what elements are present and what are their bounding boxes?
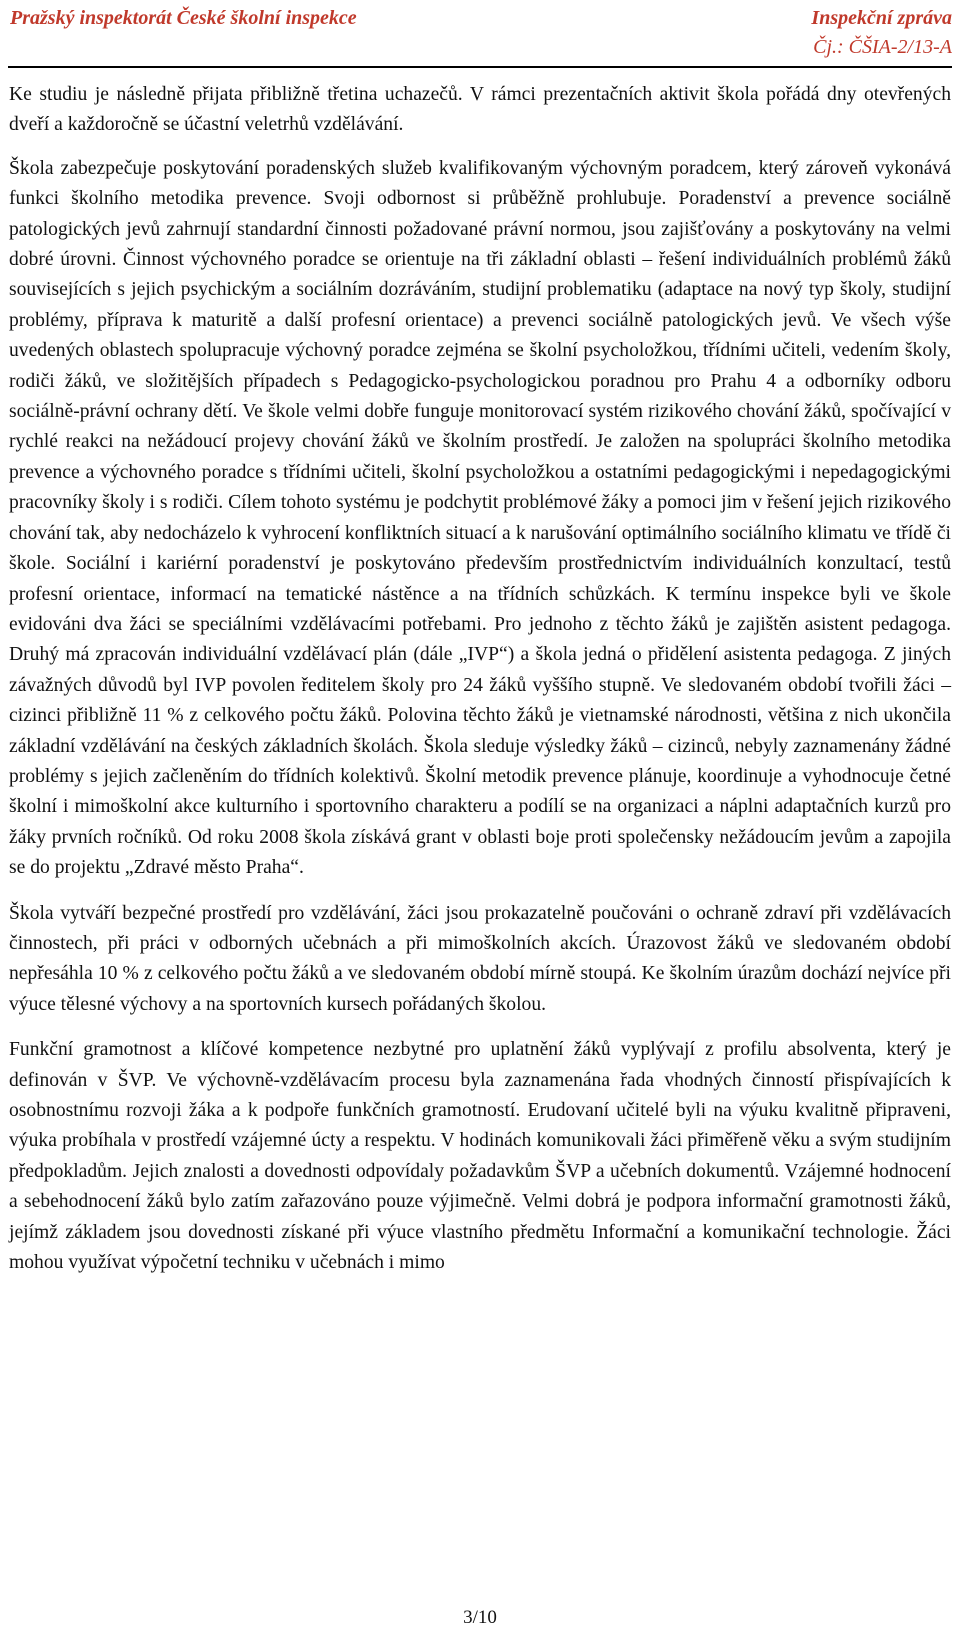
paragraph-literacy: Funkční gramotnost a klíčové kompetence nezbytné pro uplatnění žáků vyplývají z profilu absolventa, který je definován v ŠVP. Ve výchovně-vzdělávacím procesu byla zaznamenána řada vhodných činností přispívajících k osobnostnímu rozvoji žáka a k podpoře funkčních gramotností. Erudovaní učitelé byli na výuku kvalitně připraveni, výuka probíhala v prostředí vzájemné úcty a respektu. V hodinách komunikovali žáci přiměřeně věku a svým studijním předpokladům. Jejich znalosti a dovednosti odpovídaly požadavkům ŠVP a učebních dokumentů. Vzájemné hodnocení a sebehodnocení žáků bylo zatím zařazováno pouze výjimečně. Velmi dobrá je podpora informační gramotnosti žáků, jejímž základem jsou dovednosti získané při výuce vlastního předmětu Informační a komunikační technologie. Žáci mohou využívat výpočetní techniku v učebnách i mimo — [9, 1039, 951, 1274]
header-reference-number: Čj.: ČŠIA-2/13-A — [813, 36, 952, 58]
header-divider — [8, 66, 952, 68]
header-institution: Pražský inspektorát České školní inspekce — [10, 7, 357, 29]
page-number: 3/10 — [463, 1607, 497, 1628]
paragraph-safety: Škola vytváří bezpečné prostředí pro vzdělávání, žáci jsou prokazatelně poučováni o ochraně zdraví při vzdělávacích činnostech, při práci v odborných učebnách a při mimoškolních akcích. Úrazovost žáků ve sledovaném období nepřesáhla 10 % z celkového počtu žáků a ve sledovaném období mírně stoupá. Ke školním úrazům dochází nejvíce při výuce tělesné výchovy a na sportovních kursech pořádaných školou. — [9, 902, 951, 1015]
paragraph-counselling: Škola zabezpečuje poskytování poradenských služeb kvalifikovaným výchovným poradcem, který zároveň vykonává funkci školního metodika prevence. Svoji odbornost si průběžně prohlubuje. Poradenství a prevence sociálně patologických jevů zahrnují standardní činnosti požadované právní normou, jsou zajišťovány a poskytovány na velmi dobré úrovni. Činnost výchovného poradce se orientuje na tři základní oblasti – řešení individuálních problémů žáků souvisejících s jejich psychickým a sociálním dozráváním, studijní problematiku (adaptace na nový typ školy, studijní problémy, příprava k maturitě a další profesní orientace) a prevenci sociálně patologických jevů. Ve všech výše uvedených oblastech spolupracuje výchovný poradce zejména se školní psycholožkou, třídními učiteli, vedením školy, rodiči žáků, ve složitějších případech s Pedagogicko-psychologickou poradnou pro Prahu 4 a odborníky odboru sociálně-právní ochrany dětí. Ve škole velmi dobře funguje monitorovací systém rizikového chování žáků, spočívající v rychlé reakci na nežádoucí projevy chování žáků ve školním prostředí. Je založen na spolupráci školního metodika prevence a výchovného poradce s třídními učiteli, školní psycholožkou a ostatními pedagogickými i nepedagogickými pracovníky školy i s rodiči. Cílem tohoto systému je podchytit problémové žáky a pomoci jim v řešení jejich rizikového chování tak, aby nedocházelo k vyhrocení konfliktních situací a k narušování optimálního sociálního klimatu ve třídě či škole. Sociální i kariérní poradenství je poskytováno především prostřednictvím individuálních konzultací, testů profesní orientace, informací na tematické nástěnce a na třídních schůzkách. K termínu inspekce byli ve škole evidováni dva žáci se speciálními vzdělávacími potřebami. Pro jednoho z těchto žáků je zajištěn asistent pedagoga. Druhý má zpracován individuální vzdělávací plán (dále „IVP“) a škola jedná o přidělení asistenta pedagoga. Z jiných závažných důvodů byl IVP povolen ředitelem školy pro 24 žáků vyššího stupně. Ve sledovaném období tvořili žáci – cizinci přibližně 11 % z celkového počtu žáků. Polovina těchto žáků je vietnamské národnosti, většina z nich ukončila základní vzdělávání na českých základních školách. Škola sleduje výsledky žáků – cizinců, nebyly zaznamenány žádné problémy s jejich začleněním do třídních kolektivů. Školní metodik prevence plánuje, koordinuje a vyhodnocuje četné školní i mimoškolní akce kulturního i sportovního charakteru a podílí se na organizaci a náplni adaptačních kurzů pro žáky prvních ročníků. Od roku 2008 škola získává grant v oblasti boje proti společensky nežádoucím jevům a zapojila se do projektu „Zdravé město Praha“. — [9, 157, 951, 879]
paragraph-admissions: Ke studiu je následně přijata přibližně třetina uchazečů. V rámci prezentačních aktivit škola pořádá dny otevřených dveří a každoročně se účastní veletrhů vzdělávání. — [9, 84, 951, 136]
document-body — [9, 80, 951, 1293]
header-report-title: Inspekční zpráva — [811, 7, 952, 29]
